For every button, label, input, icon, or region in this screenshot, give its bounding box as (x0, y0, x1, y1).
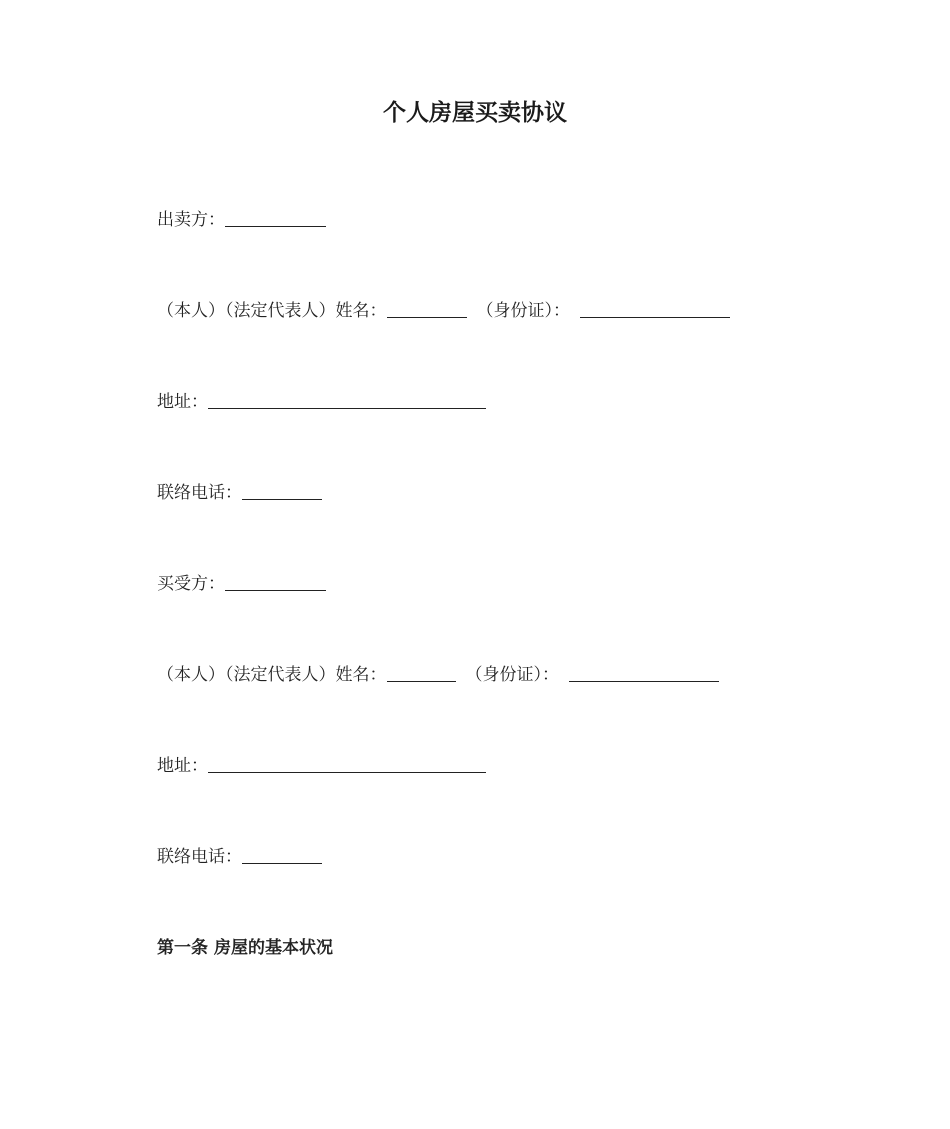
seller-phone-line (157, 481, 322, 505)
buyer-party-line (157, 572, 326, 596)
seller-label: 出卖方： (157, 210, 225, 230)
article-heading (157, 936, 333, 960)
buyer-address-blank (208, 754, 486, 773)
buyer-address-label: 地址： (157, 756, 208, 776)
buyer-blank (225, 572, 326, 591)
buyer-name-id-line (157, 663, 719, 687)
seller-id-label: （身份证）： (476, 301, 570, 321)
article-title: 房屋的基本状况 (214, 938, 333, 958)
seller-address-line (157, 390, 486, 414)
seller-name-id-line (157, 299, 730, 323)
buyer-name-label: （本人）（法定代表人）姓名： (157, 665, 387, 685)
seller-name-label: （本人）（法定代表人）姓名： (157, 301, 387, 321)
article-number: 第一条 (157, 938, 208, 958)
buyer-phone-label: 联络电话： (157, 847, 242, 867)
buyer-id-label: （身份证）： (465, 665, 559, 685)
buyer-phone-blank (242, 845, 322, 864)
seller-name-blank (387, 299, 467, 318)
seller-address-blank (208, 390, 486, 409)
page-title: 个人房屋买卖协议 (383, 100, 567, 126)
seller-id-blank (580, 299, 730, 318)
buyer-id-blank (569, 663, 719, 682)
buyer-phone-line (157, 845, 322, 869)
seller-party-line (157, 208, 326, 232)
buyer-address-line (157, 754, 486, 778)
seller-phone-label: 联络电话： (157, 483, 242, 503)
seller-blank (225, 208, 326, 227)
buyer-name-blank (387, 663, 456, 682)
seller-address-label: 地址： (157, 392, 208, 412)
seller-phone-blank (242, 481, 322, 500)
buyer-label: 买受方： (157, 574, 225, 594)
